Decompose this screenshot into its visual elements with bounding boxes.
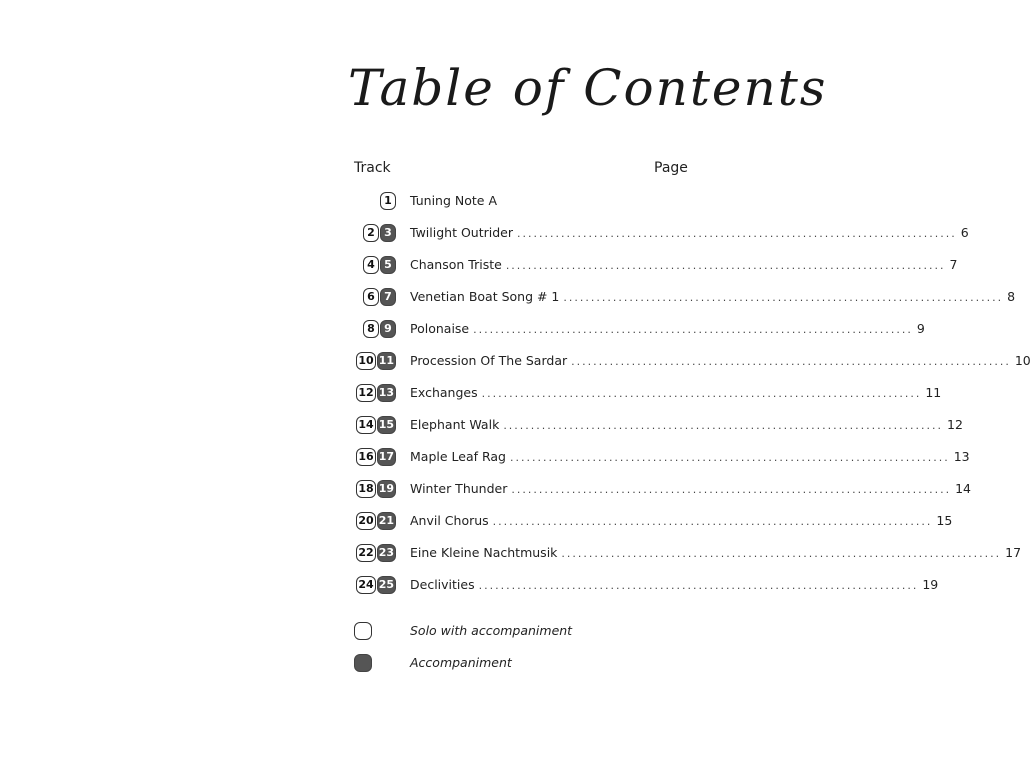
toc-row[interactable] <box>354 384 942 416</box>
page-column-header: Page <box>654 160 688 176</box>
toc-entry <box>410 513 953 528</box>
toc-row[interactable] <box>354 416 963 448</box>
dot-leader: ................................................................................ <box>481 387 922 400</box>
entry-page-number: 6 <box>960 225 969 240</box>
solo-track-badge: 20 <box>356 512 375 530</box>
legend-label: Solo with accompaniment <box>410 623 573 638</box>
accompaniment-track-badge: 23 <box>377 544 396 562</box>
solo-track-badge: 18 <box>356 480 375 498</box>
toc-entry <box>410 417 963 432</box>
solo-swatch-icon <box>354 622 372 640</box>
toc-entry <box>410 225 969 240</box>
toc-row[interactable] <box>354 480 971 512</box>
accompaniment-swatch-icon <box>354 654 372 672</box>
entry-title: Tuning Note A <box>410 193 497 208</box>
legend-item <box>354 652 654 684</box>
track-badges <box>354 192 396 212</box>
dot-leader: ................................................................................ <box>571 355 1011 368</box>
accompaniment-track-badge: 15 <box>377 416 396 434</box>
entry-title: Venetian Boat Song # 1 <box>410 289 560 304</box>
dot-leader: ................................................................................ <box>478 579 919 592</box>
toc-entry <box>410 193 690 208</box>
track-badges <box>354 416 396 436</box>
legend-label: Accompaniment <box>410 655 512 670</box>
entry-page-number: 13 <box>953 449 970 464</box>
entry-title: Procession Of The Sardar <box>410 353 568 368</box>
track-column-header: Track <box>354 160 391 176</box>
dot-leader: ................................................................................ <box>516 227 957 240</box>
track-badges <box>354 576 396 596</box>
accompaniment-track-badge: 13 <box>377 384 396 402</box>
entry-title: Polonaise <box>410 321 470 336</box>
toc-row[interactable] <box>354 512 953 544</box>
solo-track-badge: 16 <box>356 448 375 466</box>
solo-track-badge: 1 <box>380 192 396 210</box>
dot-leader: ................................................................................ <box>561 547 1002 560</box>
entry-title: Chanson Triste <box>410 257 502 272</box>
accompaniment-track-badge: 9 <box>380 320 396 338</box>
entry-page-number: 9 <box>916 321 925 336</box>
toc-list <box>354 192 1031 608</box>
entry-title: Exchanges <box>410 385 478 400</box>
dot-leader: ................................................................................ <box>510 451 950 464</box>
entry-title: Maple Leaf Rag <box>410 449 506 464</box>
entry-title: Eine Kleine Nachtmusik <box>410 545 558 560</box>
accompaniment-track-badge: 21 <box>377 512 396 530</box>
track-badges <box>354 512 396 532</box>
track-badges <box>354 352 396 372</box>
accompaniment-track-badge: 19 <box>377 480 396 498</box>
toc-entry <box>410 321 925 336</box>
entry-page-number: 7 <box>949 257 958 272</box>
accompaniment-track-badge: 11 <box>377 352 396 370</box>
solo-track-badge: 6 <box>363 288 379 306</box>
solo-track-badge: 8 <box>363 320 379 338</box>
entry-title: Elephant Walk <box>410 417 500 432</box>
toc-row[interactable] <box>354 576 939 608</box>
entry-page-number: 17 <box>1005 545 1022 560</box>
solo-track-badge: 4 <box>363 256 379 274</box>
toc-entry <box>410 257 958 272</box>
entry-page-number: 10 <box>1014 353 1031 368</box>
accompaniment-track-badge: 5 <box>380 256 396 274</box>
track-badges <box>354 448 396 468</box>
solo-track-badge: 14 <box>356 416 375 434</box>
track-badges <box>354 320 396 340</box>
toc-entry <box>410 353 1031 368</box>
legend <box>354 620 654 684</box>
toc-row[interactable] <box>354 224 969 256</box>
entry-page-number: 11 <box>925 385 942 400</box>
entry-page-number: 12 <box>947 417 963 432</box>
legend-item <box>354 620 654 652</box>
accompaniment-track-badge: 7 <box>380 288 396 306</box>
toc-row[interactable] <box>354 544 1022 576</box>
track-badges <box>354 224 396 244</box>
track-badges <box>354 256 396 276</box>
toc-entry <box>410 481 971 496</box>
page-title: Table of Contents <box>348 59 828 117</box>
track-badges <box>354 544 396 564</box>
dot-leader: ................................................................................ <box>563 291 1004 304</box>
accompaniment-track-badge: 3 <box>380 224 396 242</box>
track-badges <box>354 480 396 500</box>
entry-title: Winter Thunder <box>410 481 508 496</box>
toc-row[interactable] <box>354 192 694 224</box>
entry-page-number: 19 <box>922 577 939 592</box>
dot-leader: ................................................................................ <box>505 259 946 272</box>
toc-row[interactable] <box>354 288 1016 320</box>
entry-page-number: 8 <box>1007 289 1016 304</box>
solo-track-badge: 2 <box>363 224 379 242</box>
entry-title: Twilight Outrider <box>410 225 513 240</box>
solo-track-badge: 22 <box>356 544 375 562</box>
toc-entry <box>410 289 1016 304</box>
toc-entry <box>410 449 970 464</box>
accompaniment-track-badge: 17 <box>377 448 396 466</box>
entry-title: Declivities <box>410 577 475 592</box>
toc-row[interactable] <box>354 448 970 480</box>
toc-entry <box>410 577 939 592</box>
track-badges <box>354 384 396 404</box>
dot-leader: ................................................................................ <box>503 419 944 432</box>
dot-leader: ................................................................................ <box>492 515 933 528</box>
track-badges <box>354 288 396 308</box>
accompaniment-track-badge: 25 <box>377 576 396 594</box>
toc-row[interactable] <box>354 256 958 288</box>
toc-entry <box>410 385 942 400</box>
dot-leader: ................................................................................ <box>511 483 952 496</box>
dot-leader: ................................................................................ <box>473 323 913 336</box>
entry-page-number: 14 <box>955 481 971 496</box>
solo-track-badge: 10 <box>356 352 375 370</box>
entry-page-number: 15 <box>936 513 953 528</box>
toc-row[interactable] <box>354 352 1031 384</box>
toc-entry <box>410 545 1022 560</box>
entry-title: Anvil Chorus <box>410 513 489 528</box>
solo-track-badge: 12 <box>356 384 375 402</box>
toc-row[interactable] <box>354 320 925 352</box>
solo-track-badge: 24 <box>356 576 375 594</box>
